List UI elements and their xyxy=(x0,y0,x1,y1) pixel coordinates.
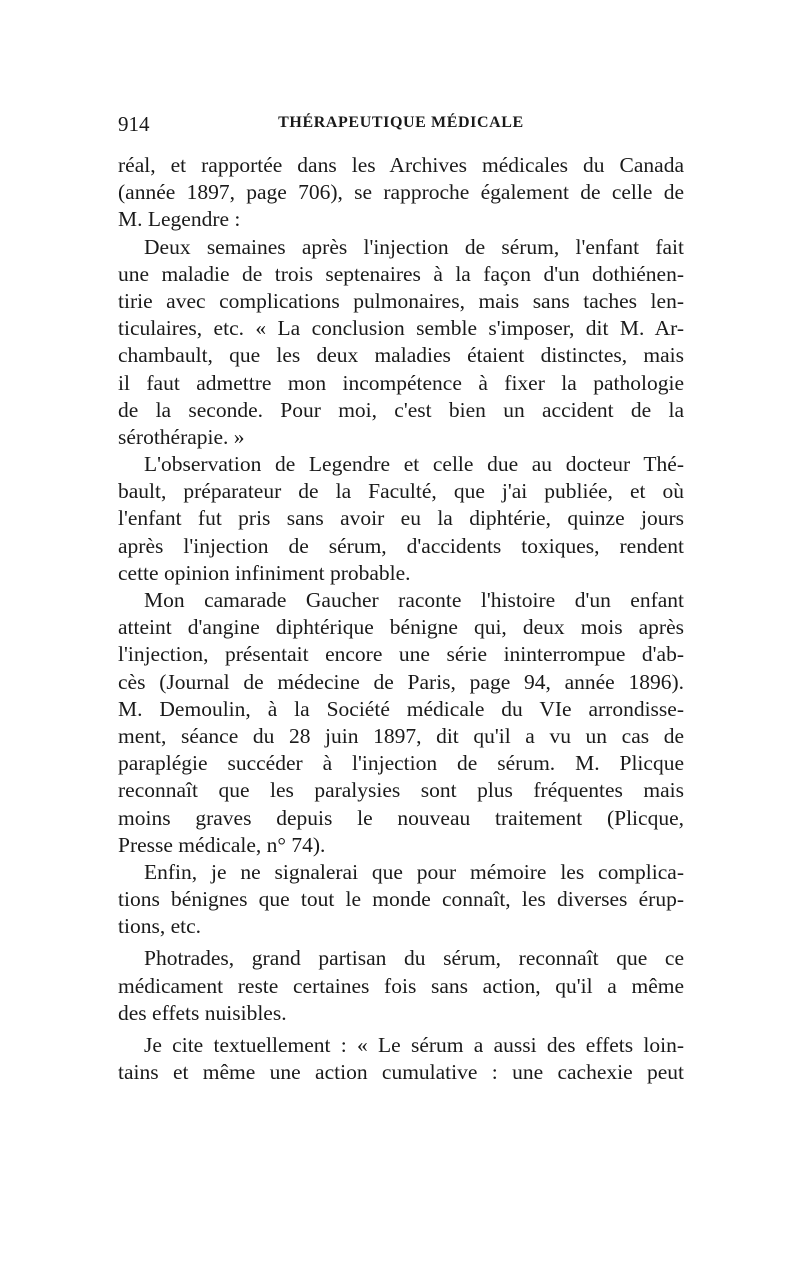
text-line: réal, et rapportée dans les Archives médicales du Canada xyxy=(118,153,684,177)
text-line: des effets nuisibles. xyxy=(118,1000,287,1025)
text-line: M. Demoulin, à la Société médicale du VIe arrondisse- xyxy=(118,696,684,721)
text-line: de la seconde. Pour moi, c'est bien un accident de la xyxy=(118,397,684,422)
text-line: il faut admettre mon incompétence à fixer la pathologie xyxy=(118,370,684,395)
text-line: (année 1897, page 706), se rapproche également de celle de xyxy=(118,180,684,205)
text-line: tains et même une action cumulative : une cachexie peut xyxy=(118,1060,684,1085)
text-line: médicament reste certaines fois sans action, qu'il a même xyxy=(118,973,684,998)
text-line: tirie avec complications pulmonaires, mais sans taches len- xyxy=(118,288,684,313)
text-line: l'injection, présentait encore une série ininterrompue d'ab- xyxy=(118,642,684,667)
text-line: après l'injection de sérum, d'accidents toxiques, rendent xyxy=(118,533,684,558)
text-line: Deux semaines après l'injection de sérum, l'enfant fait xyxy=(144,234,684,259)
text-line: tions bénignes que tout le monde connaît, les diverses érup- xyxy=(118,887,684,912)
text-line: bault, préparateur de la Faculté, que j'ai publiée, et où xyxy=(118,479,684,504)
text-line: Enfin, je ne signalerai que pour mémoire les complica- xyxy=(144,859,684,884)
body-text xyxy=(118,152,684,1086)
text-line: reconnaît que les paralysies sont plus fréquentes mais xyxy=(118,778,684,803)
text-line: Je cite textuellement : « Le sérum a aussi des effets loin- xyxy=(144,1033,684,1057)
page-number: 914 xyxy=(118,112,150,136)
text-line: une maladie de trois septenaires à la façon d'un dothiénen- xyxy=(118,261,684,286)
text-line: Photrades, grand partisan du sérum, reconnaît que ce xyxy=(144,946,684,971)
text-line: sérothérapie. » xyxy=(118,424,245,449)
text-line: ticulaires, etc. « La conclusion semble s'imposer, dit M. Ar- xyxy=(118,316,684,341)
text-line: tions, etc. xyxy=(118,914,201,939)
book-page xyxy=(118,112,684,1086)
text-line: chambault, que les deux maladies étaient distinctes, mais xyxy=(118,343,684,368)
text-line: ment, séance du 28 juin 1897, dit qu'il a vu un cas de xyxy=(118,723,684,748)
text-line: Mon camarade Gaucher raconte l'histoire d'un enfant xyxy=(144,588,684,612)
text-line: paraplégie succéder à l'injection de sérum. M. Plicque xyxy=(118,751,684,776)
text-line: M. Legendre : xyxy=(118,207,241,232)
text-line: atteint d'angine diphtérique bénigne qui, deux mois après xyxy=(118,615,684,640)
text-line: Presse médicale, n° 74). xyxy=(118,832,326,857)
page-header xyxy=(118,112,684,138)
text-line: L'observation de Legendre et celle due au docteur Thé- xyxy=(144,452,684,477)
running-title: THÉRAPEUTIQUE MÉDICALE xyxy=(278,114,524,131)
text-line: l'enfant fut pris sans avoir eu la diphtérie, quinze jours xyxy=(118,506,684,531)
text-line: cès (Journal de médecine de Paris, page 94, année 1896). xyxy=(118,669,684,694)
text-line: cette opinion infiniment probable. xyxy=(118,560,411,585)
text-line: moins graves depuis le nouveau traitement (Plicque, xyxy=(118,805,684,830)
